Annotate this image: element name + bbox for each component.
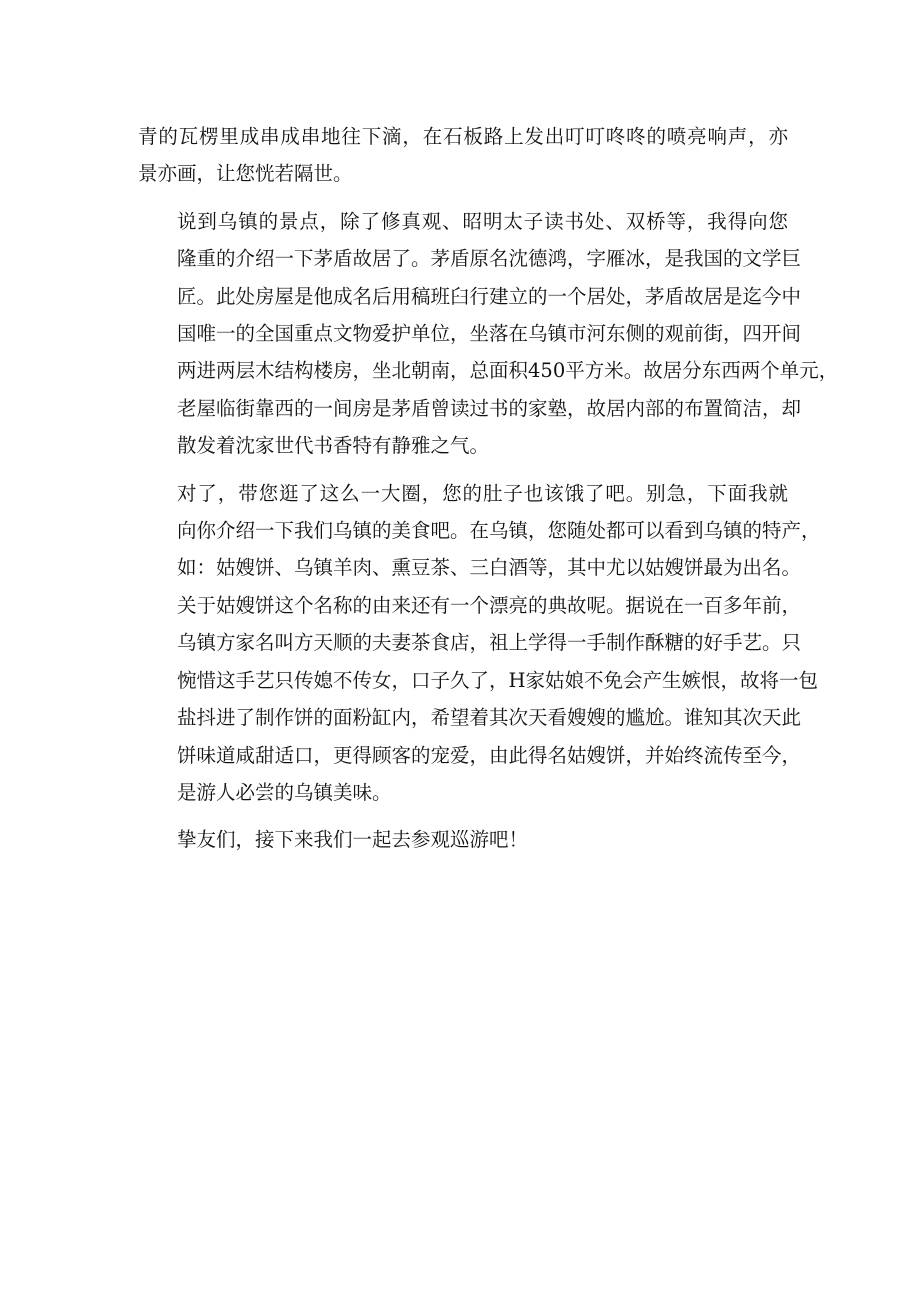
text-line: 两进两层木结构楼房，坐北朝南，总面积450平方米。故居分东西两个单元， bbox=[177, 359, 839, 383]
paragraph-2 bbox=[138, 203, 839, 465]
document-body bbox=[138, 118, 839, 869]
text-line: 匠。此处房屋是他成名后用稿班臼行建立的一个居处，茅盾故居是迄今中 bbox=[177, 284, 802, 308]
paragraph-3 bbox=[138, 475, 821, 812]
text-line: 惋惜这手艺只传媳不传女，口子久了，H家姑娘不免会产生嫉恨，故将一包 bbox=[177, 668, 819, 692]
text-line: 乌镇方家名叫方天顺的夫妻茶食店，祖上学得一手制作酥糖的好手艺。只 bbox=[177, 631, 802, 655]
text-line: 关于姑嫂饼这个名称的由来还有一个漂亮的典故呢。据说在一百多年前， bbox=[177, 593, 802, 617]
text-line: 说到乌镇的景点，除了修真观、昭明太子读书处、双桥等，我得向您 bbox=[177, 209, 788, 233]
text-line: 对了，带您逛了这么一大圈，您的肚子也该饿了吧。别急，下面我就 bbox=[177, 481, 788, 505]
text-line: 散发着沈家世代书香特有静雅之气。 bbox=[177, 434, 490, 458]
text-line: 隆重的介绍一下茅盾故居了。茅盾原名沈德鸿，字雁冰，是我国的文学巨 bbox=[177, 247, 802, 271]
text-line: 青的瓦楞里成串成串地往下滴，在石板路上发出叮叮咚咚的喷亮响声，亦 bbox=[138, 125, 788, 148]
text-line: 向你介绍一下我们乌镇的美食吧。在乌镇，您随处都可以看到乌镇的特产， bbox=[177, 519, 821, 543]
text-line: 景亦画，让您恍若隔世。 bbox=[138, 162, 353, 186]
text-line: 挚友们，接下来我们一起去参观巡游吧！ bbox=[177, 828, 529, 852]
text-line: 是游人必尝的乌镇美味。 bbox=[177, 780, 392, 804]
paragraph-4 bbox=[138, 821, 788, 858]
paragraph-1 bbox=[138, 118, 788, 193]
text-line: 饼味道咸甜适口，更得顾客的宠爱，由此得名姑嫂饼，并始终流传至今， bbox=[177, 743, 802, 767]
text-line: 国唯一的全国重点文物爱护单位，坐落在乌镇市河东侧的观前街，四开间 bbox=[177, 322, 802, 346]
text-line: 盐抖进了制作饼的面粉缸内，希望着其次天看嫂嫂的尴尬。谁知其次天此 bbox=[177, 706, 802, 730]
text-line: 如：姑嫂饼、乌镇羊肉、熏豆茶、三白酒等，其中尤以姑嫂饼最为出名。 bbox=[177, 556, 802, 580]
text-line: 老屋临街靠西的一间房是茅盾曾读过书的家塾，故居内部的布置简洁，却 bbox=[177, 396, 802, 420]
